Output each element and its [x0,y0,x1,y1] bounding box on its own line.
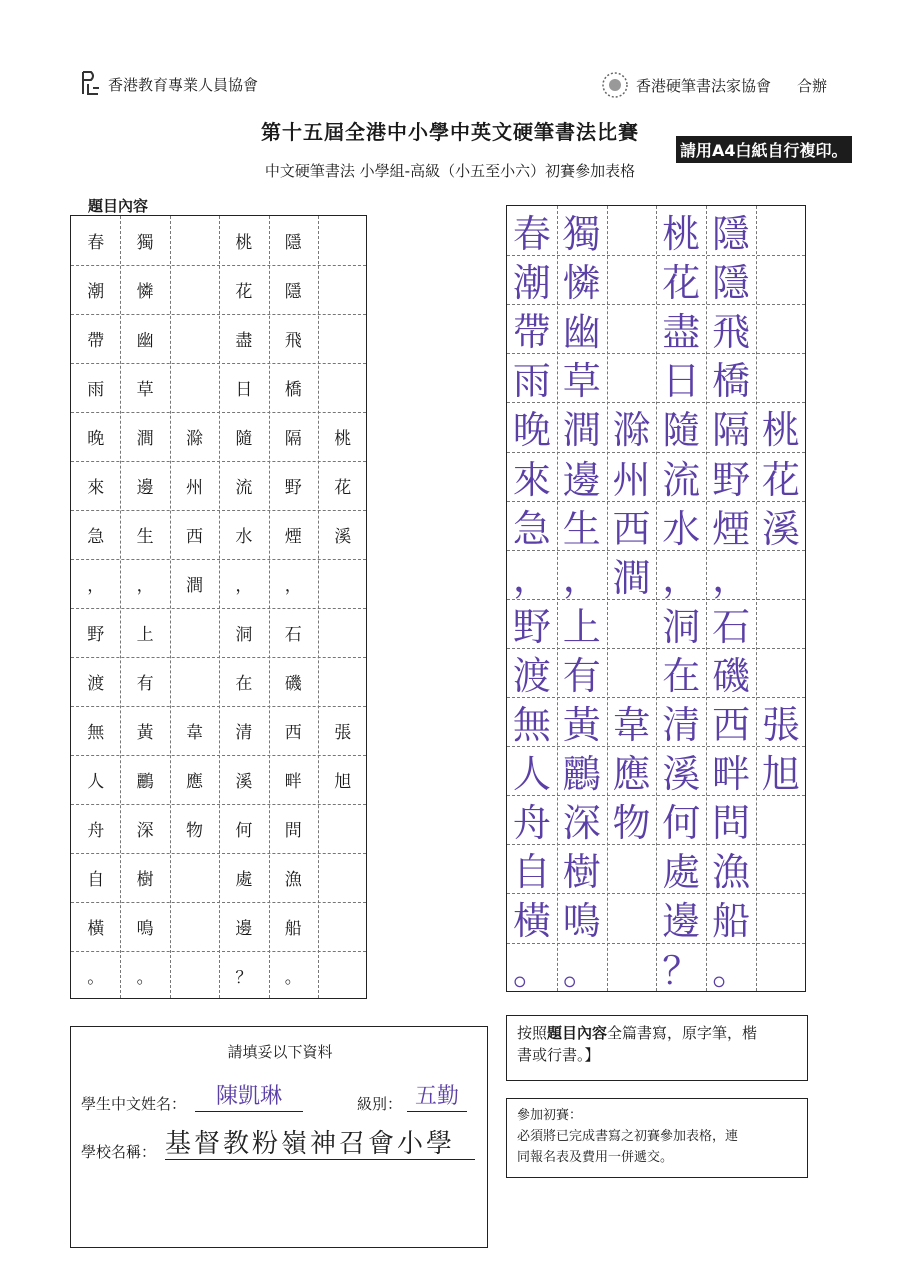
printed-cell [318,608,367,657]
handwriting-cell[interactable]: ， [712,555,751,600]
info-box-title: 請填妥以下資料 [227,1043,333,1061]
student-name-value: 陳凱琳 [215,1084,282,1109]
handwriting-cell[interactable]: 張 [761,703,800,748]
form-subtitle: 中文硬筆書法 小學組-高級（小五至小六）初賽參加表格 [264,162,636,180]
handwriting-cell[interactable]: 溪 [662,752,701,797]
printed-cell: 幽 [136,331,154,351]
handwriting-cell[interactable]: 物 [612,801,651,846]
handwriting-cell[interactable]: 渡 [512,653,551,698]
handwriting-cell[interactable]: 盡 [662,310,701,355]
printed-cell: 桃 [334,429,352,449]
printed-cell: 。 [284,968,302,988]
handwriting-cell[interactable]: 自 [512,850,551,895]
handwriting-cell[interactable]: 。 [562,948,601,993]
printed-cell [170,951,219,1000]
printed-cell: 上 [136,625,154,645]
handwriting-cell[interactable] [607,648,657,697]
student-info-box [70,1026,488,1248]
handwriting-cell[interactable]: 鸝 [562,752,601,797]
handwriting-cell[interactable] [607,304,657,353]
handwriting-cell[interactable]: 澗 [562,408,601,453]
printed-cell: 深 [136,821,154,841]
handwriting-cell[interactable]: 上 [562,604,601,649]
photocopy-note: 請用A4白紙自行複印。 [676,136,852,163]
printed-cell [318,216,367,265]
printed-cell: 州 [185,478,203,498]
printed-cell: 西 [185,527,203,547]
topic-content-label: 題目內容 [88,197,149,215]
handwriting-cell[interactable] [756,206,806,255]
printed-cell: 石 [284,625,302,645]
printed-cell [318,314,367,363]
handwriting-cell[interactable]: 花 [662,261,701,306]
handwriting-cell[interactable]: 舟 [512,801,551,846]
handwriting-cell[interactable]: ， [512,555,551,600]
printed-cell [170,902,219,951]
printed-cell: 春 [87,233,105,253]
handwriting-cell[interactable]: 旭 [761,752,800,797]
handwriting-cell[interactable]: 獨 [562,212,601,257]
handwriting-grid [506,205,806,992]
printed-cell: 渡 [87,674,105,694]
printed-cell: 張 [334,723,352,743]
handwriting-cell[interactable] [756,255,806,304]
printed-cell: 橋 [284,380,302,400]
instructions-line-1: 按照題目內容全篇書寫，原字筆，楷 [517,1024,758,1042]
printed-cell [318,265,367,314]
handwriting-cell[interactable]: 飛 [712,310,751,355]
handwriting-cell[interactable]: 澗 [612,555,651,600]
school-name-value: 基督教粉嶺神召會小學 [165,1129,456,1159]
handwriting-cell[interactable] [756,599,806,648]
handwriting-cell[interactable] [607,353,657,402]
handwriting-cell[interactable] [607,893,657,942]
printed-cell: 急 [87,527,105,547]
handwriting-cell[interactable]: 隱 [712,212,751,257]
handwriting-cell[interactable]: ， [662,555,701,600]
printed-cell: 溪 [334,527,352,547]
handwriting-cell[interactable]: 草 [562,359,601,404]
printed-cell: 隱 [284,282,302,302]
printed-cell: 在 [235,674,253,694]
instructions-bold-topic: 題目內容 [547,1024,608,1042]
printed-cell: 桃 [235,233,253,253]
printed-cell: 潮 [87,282,105,302]
handwriting-cell[interactable]: 花 [761,457,800,502]
student-name-label: 學生中文姓名： [81,1095,187,1113]
co-organized-label: 合辦 [797,76,828,95]
handwriting-cell[interactable]: 西 [712,703,751,748]
handwriting-cell[interactable]: 流 [662,457,701,502]
writing-instructions-box [506,1015,808,1081]
printed-cell: 何 [235,821,253,841]
handwriting-cell[interactable]: 樹 [562,850,601,895]
printed-cell: 人 [87,772,105,792]
handwriting-cell[interactable]: ？ [662,948,701,993]
printed-cell: 憐 [136,282,154,302]
printed-cell: 日 [235,380,253,400]
printed-cell: 隔 [284,429,302,449]
printed-cell: 野 [87,625,105,645]
instructions-line-2: 書或行書。】 [517,1046,600,1064]
printed-cell [170,265,219,314]
competition-title: 第十五屆全港中小學中英文硬筆書法比賽 [261,120,639,144]
handwriting-cell[interactable]: 桃 [761,408,800,453]
handwriting-cell[interactable]: 隱 [712,261,751,306]
handwriting-cell[interactable]: 何 [662,801,701,846]
org-left-name: 香港教育專業人員協會 [108,75,259,94]
handwriting-cell[interactable]: 邊 [662,899,701,944]
handwriting-cell[interactable]: 漁 [712,850,751,895]
handwriting-cell[interactable]: 橫 [512,899,551,944]
handwriting-cell[interactable]: 急 [512,506,551,551]
handwriting-cell[interactable]: 處 [662,850,701,895]
printed-cell: 溪 [235,772,253,792]
calligraphy-society-seal-icon [600,70,630,100]
handwriting-cell[interactable]: 人 [512,752,551,797]
printed-cell: 晚 [87,429,105,449]
handwriting-cell[interactable] [756,304,806,353]
printed-cell: 處 [235,870,253,890]
handwriting-cell[interactable]: 清 [662,703,701,748]
printed-cell: 無 [87,723,105,743]
handwriting-cell[interactable] [607,943,657,992]
printed-cell: 野 [284,478,302,498]
notice-line-1: 必須將已完成書寫之初賽參加表格，連 [517,1129,739,1144]
printed-cell: 鳴 [136,919,154,939]
printed-cell: 韋 [185,723,203,743]
printed-cell: 生 [136,527,154,547]
handwriting-cell[interactable]: 滁 [612,408,651,453]
printed-cell: 澗 [136,429,154,449]
printed-cell: 隱 [284,233,302,253]
handwriting-cell[interactable]: 。 [712,948,751,993]
printed-cell [170,853,219,902]
handwriting-cell[interactable]: 煙 [712,506,751,551]
handwriting-cell[interactable]: 雨 [512,359,551,404]
handwriting-cell[interactable]: 野 [512,604,551,649]
printed-cell: 磯 [284,674,302,694]
printed-cell: 應 [185,772,203,792]
handwriting-cell[interactable]: 深 [562,801,601,846]
student-name-field[interactable] [195,1079,303,1112]
printed-cell: ， [87,576,105,596]
printed-cell [318,804,367,853]
printed-cell: 飛 [284,331,302,351]
handwriting-cell[interactable] [756,795,806,844]
printed-cell: 船 [284,919,302,939]
printed-cell: 花 [235,282,253,302]
printed-cell: ， [136,576,154,596]
printed-cell: 滁 [185,429,203,449]
handwriting-cell[interactable]: 春 [512,212,551,257]
handwriting-cell[interactable]: 畔 [712,752,751,797]
printed-cell: 邊 [235,919,253,939]
printed-cell [318,951,367,1000]
printed-cell: 雨 [87,380,105,400]
handwriting-cell[interactable]: 生 [562,506,601,551]
handwriting-cell[interactable]: 石 [712,604,751,649]
class-field[interactable] [407,1079,467,1112]
handwriting-cell[interactable]: 黃 [562,703,601,748]
handwriting-cell[interactable] [756,550,806,599]
submission-notice-box [506,1098,808,1178]
handwriting-cell[interactable]: 隔 [712,408,751,453]
printed-cell: 物 [185,821,203,841]
handwriting-cell[interactable] [607,599,657,648]
handwriting-cell[interactable]: 來 [512,457,551,502]
printed-cell: ？ [235,968,253,988]
printed-cell: 草 [136,380,154,400]
printed-cell [318,363,367,412]
org-right-name: 香港硬筆書法家協會 [636,76,772,95]
handwriting-cell[interactable] [756,943,806,992]
handwriting-cell[interactable]: 隨 [662,408,701,453]
printed-cell [318,902,367,951]
printed-cell [318,853,367,902]
hkptu-logo-icon [80,70,102,98]
printed-cell: 來 [87,478,105,498]
class-label: 級別： [357,1095,403,1113]
handwriting-cell[interactable] [756,648,806,697]
printed-cell: 旭 [334,772,352,792]
printed-cell: 黃 [136,723,154,743]
handwriting-cell[interactable]: 磯 [712,653,751,698]
handwriting-cell[interactable]: 日 [662,359,701,404]
printed-cell: 盡 [235,331,253,351]
handwriting-cell[interactable]: 韋 [612,703,651,748]
handwriting-cell[interactable]: 有 [562,653,601,698]
handwriting-cell[interactable]: 。 [512,948,551,993]
printed-cell: 洞 [235,625,253,645]
printed-cell: 。 [136,968,154,988]
printed-cell [170,608,219,657]
handwriting-cell[interactable]: 船 [712,899,751,944]
handwriting-cell[interactable]: 橋 [712,359,751,404]
printed-cell: 鸝 [136,772,154,792]
handwriting-cell[interactable]: 西 [612,506,651,551]
printed-cell: 帶 [87,331,105,351]
printed-cell [170,363,219,412]
handwriting-cell[interactable]: 幽 [562,310,601,355]
printed-cell: 自 [87,870,105,890]
printed-text-grid [70,215,367,999]
handwriting-cell[interactable]: 溪 [761,506,800,551]
handwriting-cell[interactable]: 野 [712,457,751,502]
printed-cell: 有 [136,674,154,694]
handwriting-cell[interactable]: 帶 [512,310,551,355]
handwriting-cell[interactable]: 邊 [562,457,601,502]
handwriting-cell[interactable]: 憐 [562,261,601,306]
handwriting-cell[interactable] [607,255,657,304]
handwriting-cell[interactable] [607,844,657,893]
handwriting-cell[interactable]: 應 [612,752,651,797]
printed-cell: 隨 [235,429,253,449]
notice-line-2: 同報名表及費用一併遞交。 [517,1150,674,1165]
printed-cell [318,559,367,608]
handwriting-cell[interactable] [756,353,806,402]
handwriting-cell[interactable]: ， [562,555,601,600]
printed-cell: 西 [284,723,302,743]
printed-cell [170,314,219,363]
notice-title: 參加初賽： [517,1108,583,1123]
handwriting-cell[interactable]: 水 [662,506,701,551]
printed-cell [170,216,219,265]
printed-cell [318,657,367,706]
handwriting-cell[interactable]: 晚 [512,408,551,453]
handwriting-cell[interactable]: 州 [612,457,651,502]
handwriting-cell[interactable]: 潮 [512,261,551,306]
printed-cell: ， [235,576,253,596]
handwriting-cell[interactable]: 問 [712,801,751,846]
printed-cell: 畔 [284,772,302,792]
printed-cell: 流 [235,478,253,498]
printed-cell: ， [284,576,302,596]
school-name-field[interactable] [165,1123,475,1160]
printed-cell: 水 [235,527,253,547]
printed-cell: 問 [284,821,302,841]
organizer-left [80,70,258,98]
handwriting-cell[interactable]: 在 [662,653,701,698]
handwriting-cell[interactable]: 鳴 [562,899,601,944]
handwriting-cell[interactable] [756,844,806,893]
printed-cell: 澗 [185,576,203,596]
printed-cell: 舟 [87,821,105,841]
printed-cell: 花 [334,478,352,498]
printed-cell: 。 [87,968,105,988]
school-name-label: 學校名稱： [81,1143,157,1161]
handwriting-cell[interactable] [756,893,806,942]
printed-cell: 樹 [136,870,154,890]
printed-cell [170,657,219,706]
printed-cell: 清 [235,723,253,743]
handwriting-cell[interactable]: 桃 [662,212,701,257]
handwriting-cell[interactable]: 無 [512,703,551,748]
printed-cell: 獨 [136,233,154,253]
printed-cell: 橫 [87,919,105,939]
handwriting-cell[interactable] [607,206,657,255]
printed-cell: 煙 [284,527,302,547]
handwriting-cell[interactable]: 洞 [662,604,701,649]
printed-cell: 漁 [284,870,302,890]
organizer-right [600,70,827,100]
class-value: 五勤 [414,1084,459,1109]
printed-cell: 邊 [136,478,154,498]
